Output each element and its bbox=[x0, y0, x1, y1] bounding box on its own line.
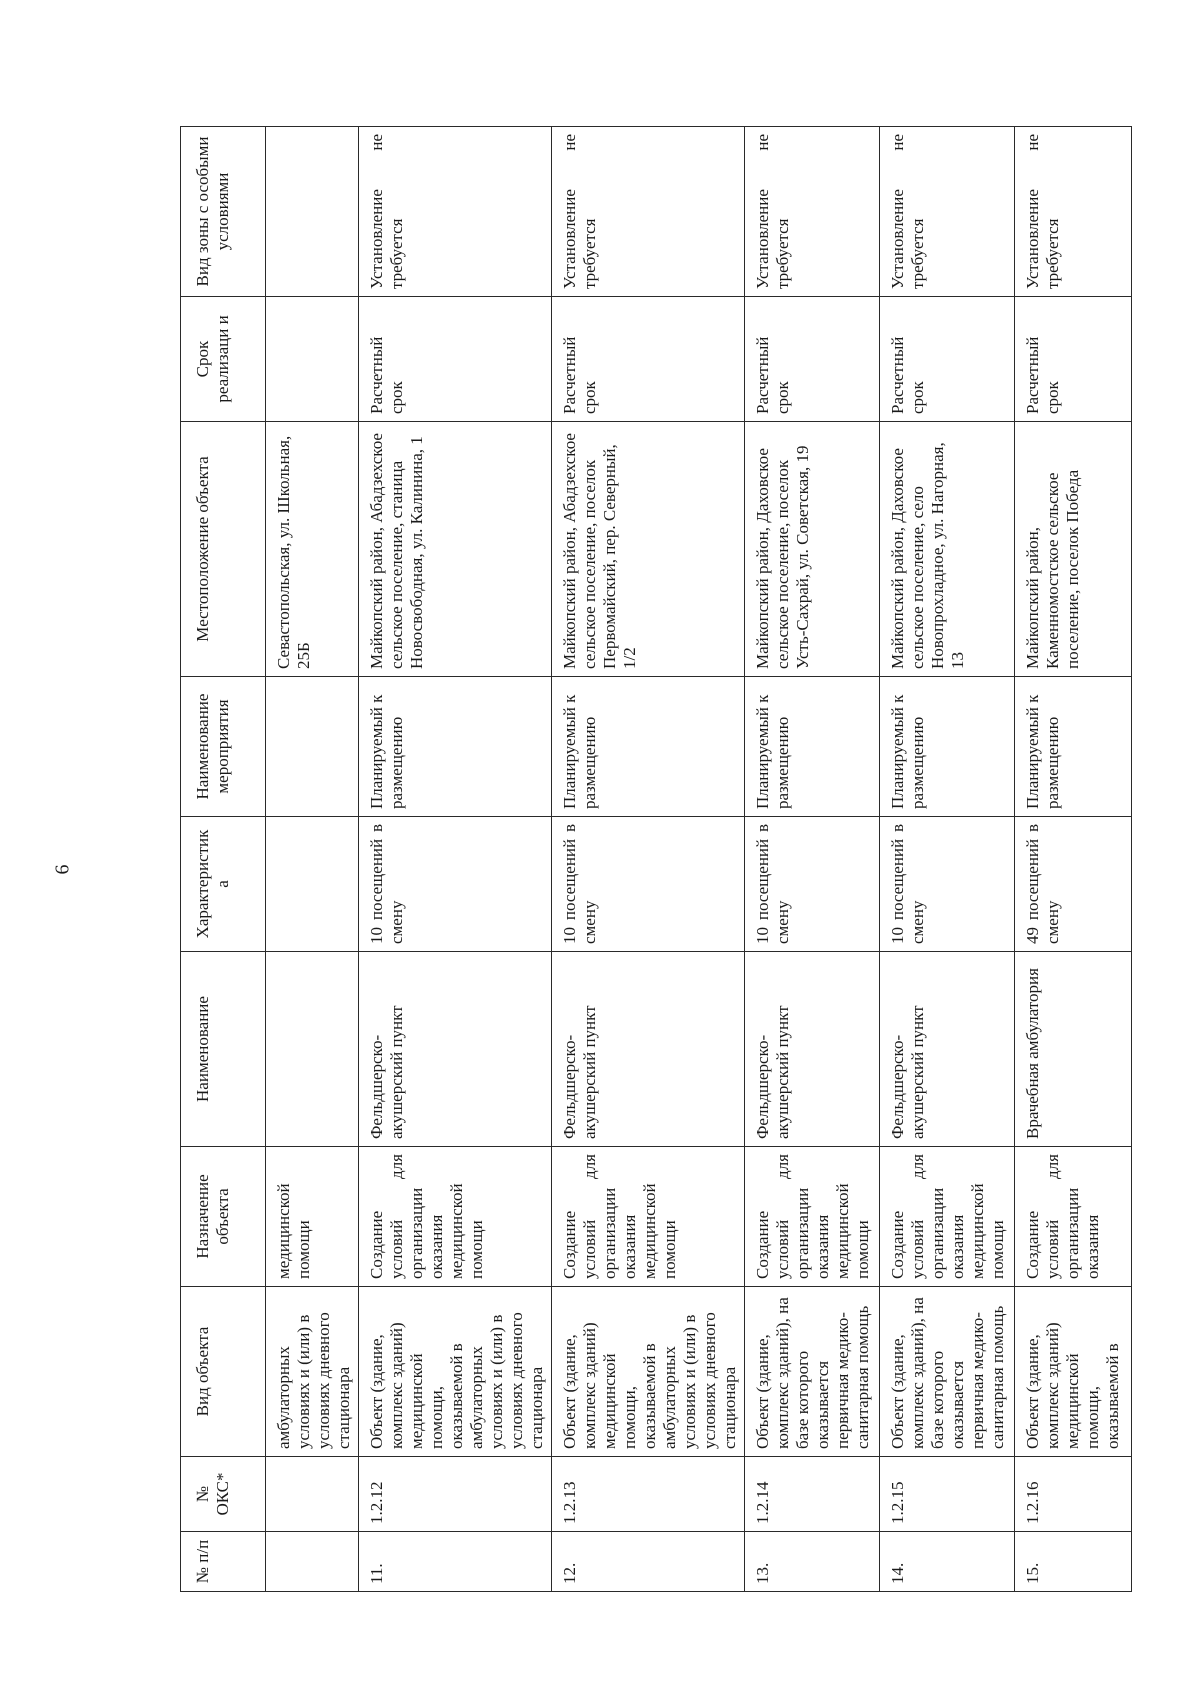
table-row bbox=[880, 127, 1015, 1592]
cell-event: Планируемый к размещению bbox=[1015, 677, 1132, 817]
cell-name: Фельдшерско-акушерский пункт bbox=[359, 952, 552, 1147]
cell-purpose: Создание условий для организации оказания медицинской помощи bbox=[745, 1147, 880, 1287]
header-zone: Вид зоны с особыми условиями bbox=[181, 127, 266, 297]
cell-characteristic: 49 посещений в смену bbox=[1015, 817, 1132, 952]
cell-oks bbox=[266, 1457, 359, 1532]
header-name: Наименование bbox=[181, 952, 266, 1147]
table-header-row bbox=[181, 127, 266, 1592]
cell-characteristic: 10 посещений в смену bbox=[359, 817, 552, 952]
header-num: № п/п bbox=[181, 1532, 266, 1592]
table-row bbox=[745, 127, 880, 1592]
cell-oks: 1.2.13 bbox=[552, 1457, 745, 1532]
objects-table bbox=[180, 126, 1132, 1592]
cell-num bbox=[266, 1532, 359, 1592]
cell-oks: 1.2.15 bbox=[880, 1457, 1015, 1532]
cell-purpose: медицинской помощи bbox=[266, 1147, 359, 1287]
cell-term: Расчетный срок bbox=[359, 297, 552, 422]
table-row bbox=[1015, 127, 1132, 1592]
cell-name: Врачебная амбулатория bbox=[1015, 952, 1132, 1147]
cell-object-type: Объект (здание, комплекс зданий), на базе которого оказывается первичная медико-санитарная помощь bbox=[880, 1287, 1015, 1457]
cell-zone: Установление не требуется bbox=[1015, 127, 1132, 297]
cell-object-type: амбулаторных условиях и (или) в условиях дневного стационара bbox=[266, 1287, 359, 1457]
cell-characteristic: 10 посещений в смену bbox=[552, 817, 745, 952]
cell-purpose: Создание условий для организации оказания медицинской помощи bbox=[359, 1147, 552, 1287]
table-row bbox=[359, 127, 552, 1592]
cell-num: 11. bbox=[359, 1532, 552, 1592]
cell-term: Расчетный срок bbox=[552, 297, 745, 422]
cell-event: Планируемый к размещению bbox=[359, 677, 552, 817]
cell-object-type: Объект (здание, комплекс зданий) медицинской помощи, оказываемой в амбулаторных условиях и (или) в условиях дневного стационара bbox=[359, 1287, 552, 1457]
cell-purpose: Создание условий для организации оказания медицинской помощи bbox=[552, 1147, 745, 1287]
cell-location: Майкопский район, Абадзехское сельское поселение, поселок Первомайский, пер. Северный, 1/2 bbox=[552, 422, 745, 677]
header-purpose: Назначение объекта bbox=[181, 1147, 266, 1287]
header-oks: № ОКС* bbox=[181, 1457, 266, 1532]
cell-characteristic bbox=[266, 817, 359, 952]
cell-term: Расчетный срок bbox=[745, 297, 880, 422]
cell-location: Майкопский район, Каменномостское сельское поселение, поселок Победа bbox=[1015, 422, 1132, 677]
cell-name: Фельдшерско-акушерский пункт bbox=[880, 952, 1015, 1147]
header-characteristic: Характеристик а bbox=[181, 817, 266, 952]
cell-event: Планируемый к размещению bbox=[880, 677, 1015, 817]
cell-num: 15. bbox=[1015, 1532, 1132, 1592]
page-number: 6 bbox=[51, 864, 74, 875]
cell-location: Майкопский район, Абадзехское сельское поселение, станица Новосвободная, ул. Калинина, 1 bbox=[359, 422, 552, 677]
cell-term bbox=[266, 297, 359, 422]
cell-object-type: Объект (здание, комплекс зданий) медицинской помощи, оказываемой в амбулаторных условиях и (или) в условиях дневного стационара bbox=[552, 1287, 745, 1457]
cell-event: Планируемый к размещению bbox=[745, 677, 880, 817]
header-event: Наименование мероприятия bbox=[181, 677, 266, 817]
cell-zone bbox=[266, 127, 359, 297]
cell-term: Расчетный срок bbox=[880, 297, 1015, 422]
cell-location: Майкопский район, Даховское сельское поселение, село Новопрохладное, ул. Нагорная, 13 bbox=[880, 422, 1015, 677]
cell-zone: Установление не требуется bbox=[359, 127, 552, 297]
cell-zone: Установление не требуется bbox=[552, 127, 745, 297]
cell-oks: 1.2.12 bbox=[359, 1457, 552, 1532]
cell-num: 12. bbox=[552, 1532, 745, 1592]
table-row bbox=[552, 127, 745, 1592]
cell-term: Расчетный срок bbox=[1015, 297, 1132, 422]
cell-oks: 1.2.16 bbox=[1015, 1457, 1132, 1532]
cell-location: Майкопский район, Даховское сельское поселение, поселок Усть-Сахрай, ул. Советская, 19 bbox=[745, 422, 880, 677]
cell-name: Фельдшерско-акушерский пункт bbox=[552, 952, 745, 1147]
rotated-document bbox=[180, 127, 1122, 1592]
cell-object-type: Объект (здание, комплекс зданий) медицинской помощи, оказываемой в bbox=[1015, 1287, 1132, 1457]
cell-name bbox=[266, 952, 359, 1147]
table-row bbox=[266, 127, 359, 1592]
cell-purpose: Создание условий для организации оказания медицинской помощи bbox=[880, 1147, 1015, 1287]
cell-num: 13. bbox=[745, 1532, 880, 1592]
cell-event bbox=[266, 677, 359, 817]
header-location: Местоположение объекта bbox=[181, 422, 266, 677]
cell-characteristic: 10 посещений в смену bbox=[880, 817, 1015, 952]
cell-num: 14. bbox=[880, 1532, 1015, 1592]
header-term: Срок реализаци и bbox=[181, 297, 266, 422]
cell-object-type: Объект (здание, комплекс зданий), на базе которого оказывается первичная медико-санитарная помощь bbox=[745, 1287, 880, 1457]
cell-location: Севастопольская, ул. Школьная, 25Б bbox=[266, 422, 359, 677]
cell-purpose: Создание условий для организации оказания bbox=[1015, 1147, 1132, 1287]
cell-oks: 1.2.14 bbox=[745, 1457, 880, 1532]
cell-zone: Установление не требуется bbox=[880, 127, 1015, 297]
cell-event: Планируемый к размещению bbox=[552, 677, 745, 817]
cell-characteristic: 10 посещений в смену bbox=[745, 817, 880, 952]
header-object-type: Вид объекта bbox=[181, 1287, 266, 1457]
cell-name: Фельдшерско-акушерский пункт bbox=[745, 952, 880, 1147]
cell-zone: Установление не требуется bbox=[745, 127, 880, 297]
